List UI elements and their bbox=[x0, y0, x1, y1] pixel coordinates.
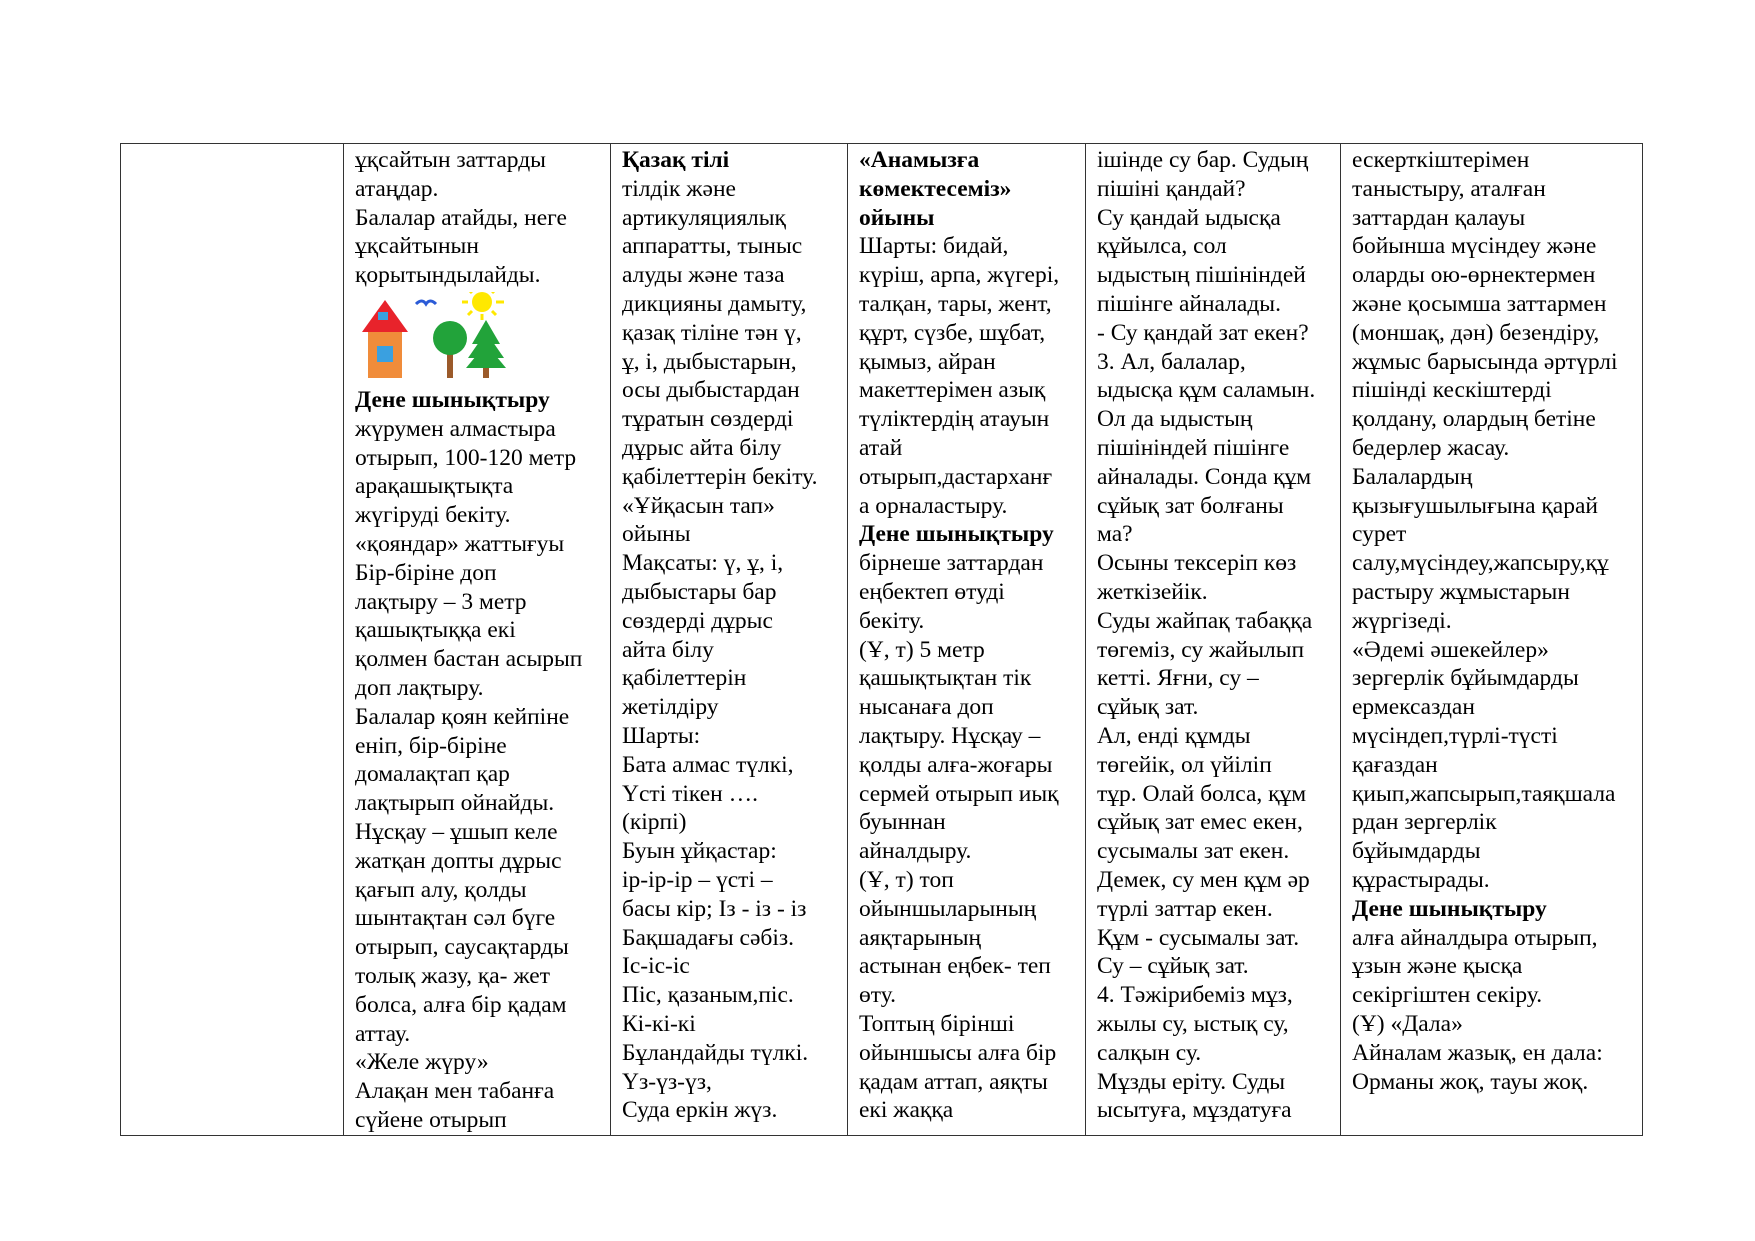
text-line: «Ұйқасын тап» bbox=[622, 492, 775, 519]
text-line: лақтыру. Нұсқау – bbox=[859, 722, 1041, 749]
text-line: құрастырады. bbox=[1352, 866, 1490, 893]
text-line: қағаздан bbox=[1352, 751, 1438, 778]
text-line: Суды жайпақ табаққа bbox=[1097, 607, 1313, 634]
text-line: ескерткіштерімен bbox=[1352, 147, 1530, 173]
text-line: атаңдар. bbox=[355, 175, 439, 202]
text-line: 3. Ал, балалар, bbox=[1097, 348, 1246, 375]
text-line: сүйене отырып bbox=[355, 1106, 507, 1133]
text-line: басы кір; Із - із - із bbox=[622, 895, 807, 922]
text-line: Мұзды еріту. Суды bbox=[1097, 1068, 1286, 1095]
text-line: Су қандай ыдысқа bbox=[1097, 204, 1281, 231]
text-line: қашықтыққа екі bbox=[355, 617, 516, 644]
text-line: ір-ір-ір – үсті – bbox=[622, 866, 773, 893]
text-line: Құм - сусымалы зат. bbox=[1097, 924, 1300, 951]
table-cell-col-5 bbox=[1086, 144, 1341, 1136]
text-line: бойынша мүсіндеу және bbox=[1352, 233, 1597, 260]
text-line: сурет bbox=[1352, 521, 1407, 548]
text-line: қашықтықтан тік bbox=[859, 665, 1032, 692]
text-line: пішінді кескіштерді bbox=[1352, 377, 1552, 404]
text-line: Бақшадағы сәбіз. bbox=[622, 924, 795, 951]
text-line: (Ұ, т) топ bbox=[859, 866, 954, 893]
text-line: Үсті тікен …. bbox=[622, 780, 758, 807]
text-line: Демек, су мен құм әр bbox=[1097, 866, 1310, 893]
text-line: ыдысқа құм саламын. bbox=[1097, 377, 1316, 404]
text-line: ойыншысы алға бір bbox=[859, 1039, 1057, 1066]
table-cell-col-4 bbox=[848, 144, 1086, 1136]
text-line: ермексаздан bbox=[1352, 694, 1475, 721]
text-line: нысанаға доп bbox=[859, 694, 994, 721]
text-line: осы дыбыстардан bbox=[622, 377, 800, 404]
text-line: 4. Тәжірибеміз мұз, bbox=[1097, 982, 1293, 1009]
text-line: ма? bbox=[1097, 521, 1133, 548]
text-line: «Желе жүру» bbox=[355, 1049, 489, 1076]
text-line: қолдану, олардың бетіне bbox=[1352, 406, 1596, 433]
text-line: айналады. Сонда құм bbox=[1097, 463, 1312, 490]
text-line: «Әдемі әшекейлер» bbox=[1352, 636, 1549, 663]
text-line: Орманы жоқ, тауы жоқ. bbox=[1352, 1068, 1589, 1095]
text-line: Шарты: bbox=[622, 722, 701, 749]
text-line: сермей отырып иық bbox=[859, 780, 1059, 807]
text-line: салқын су. bbox=[1097, 1039, 1202, 1066]
text-line: Буын ұйқастар: bbox=[622, 838, 777, 865]
text-line: Айналам жазық, ен дала: bbox=[1352, 1039, 1603, 1066]
text-line: салу,мүсіндеу,жапсыру,құ bbox=[1352, 550, 1609, 577]
text-line: тұратын сөздерді bbox=[622, 406, 794, 433]
text-line: Ол да ыдыстың bbox=[1097, 406, 1253, 433]
text-line: жетілдіру bbox=[622, 694, 719, 721]
text-line: жүгіруді бекіту. bbox=[355, 502, 511, 529]
table-cell-col-3 bbox=[611, 144, 848, 1136]
text-line: өту. bbox=[859, 982, 896, 1009]
text-line: толық жазу, қа- жет bbox=[355, 962, 550, 989]
text-line: төгейік, ол үйіліп bbox=[1097, 751, 1272, 778]
text-line: Іс-іс-іс bbox=[622, 953, 690, 980]
text-line: Алақан мен табанға bbox=[355, 1078, 555, 1105]
text-line: дыбыстары бар bbox=[622, 578, 777, 605]
text-line: ойыншыларының bbox=[859, 895, 1037, 922]
text-line: жүргізеді. bbox=[1352, 607, 1452, 634]
text-line: бұйымдарды bbox=[1352, 838, 1481, 865]
text-line: Осыны тексеріп көз bbox=[1097, 550, 1297, 577]
text-line: шынтақтан сәл бүге bbox=[355, 905, 556, 932]
section-heading: «Анамызға bbox=[859, 147, 980, 173]
text-line: қиып,жапсырып,таяқшала bbox=[1352, 780, 1616, 807]
text-line: алуды және таза bbox=[622, 262, 785, 289]
text-line: Топтың бірінші bbox=[859, 1010, 1015, 1037]
text-line: қағып алу, қолды bbox=[355, 876, 527, 903]
text-line: буыннан bbox=[859, 809, 946, 836]
text-line: сөздерді дұрыс bbox=[622, 607, 773, 634]
text-line: (кірпі) bbox=[622, 809, 687, 836]
section-heading: Қазақ тілі bbox=[622, 147, 730, 173]
text-line: жылы су, ыстық су, bbox=[1097, 1010, 1289, 1037]
text-line: түліктердің атауын bbox=[859, 406, 1050, 433]
text-line: отырып,дастарханғ bbox=[859, 463, 1053, 490]
text-line: (Ұ) «Дала» bbox=[1352, 1010, 1463, 1037]
text-line: бедерлер жасау. bbox=[1352, 434, 1510, 461]
text-line: Мақсаты: ү, ұ, і, bbox=[622, 550, 784, 577]
text-line: жұмыс барысында әртүрлі bbox=[1352, 348, 1618, 375]
text-line: Су – сұйық зат. bbox=[1097, 953, 1249, 980]
text-line: қазақ тіліне тән ү, bbox=[622, 319, 802, 346]
table-cell-col-2 bbox=[344, 144, 611, 1136]
text-line: арақашықтықта bbox=[355, 473, 514, 500]
text-line: Бата алмас түлкі, bbox=[622, 751, 794, 778]
text-line: лақтырып ойнайды. bbox=[355, 790, 555, 817]
text-line: пішінге айналады. bbox=[1097, 290, 1281, 317]
text-line: ұқсайтын заттарды bbox=[355, 147, 546, 173]
text-line: төгеміз, су жайылып bbox=[1097, 636, 1305, 663]
text-line: болса, алға бір қадам bbox=[355, 991, 567, 1018]
text-line: Үз-үз-үз, bbox=[622, 1068, 712, 1095]
text-line: Балалар атайды, неге bbox=[355, 204, 567, 231]
text-line: Нұсқау – ұшып келе bbox=[355, 818, 558, 845]
text-line: қолмен бастан асырып bbox=[355, 646, 583, 673]
text-line: айналдыру. bbox=[859, 838, 972, 865]
text-line: сұйық зат болғаны bbox=[1097, 492, 1284, 519]
text-line: жеткізейік. bbox=[1097, 578, 1208, 605]
text-line: отырып, 100-120 метр bbox=[355, 444, 577, 471]
text-line: еніп, бір-біріне bbox=[355, 732, 507, 759]
text-line: сұйық зат емес екен, bbox=[1097, 809, 1303, 836]
text-line: Балалар қоян кейпіне bbox=[355, 703, 570, 730]
text-line: еңбектеп өтуді bbox=[859, 578, 1005, 605]
text-line: қымыз, айран bbox=[859, 348, 996, 375]
text-line: растыру жұмыстарын bbox=[1352, 578, 1570, 605]
text-line: ұ, і, дыбыстарын, bbox=[622, 348, 797, 375]
text-line: құйылса, сол bbox=[1097, 233, 1227, 260]
text-line: - Су қандай зат екен? bbox=[1097, 319, 1309, 346]
text-line: артикуляциялық bbox=[622, 204, 786, 231]
text-line: сусымалы зат екен. bbox=[1097, 838, 1290, 865]
text-line: доп лақтыру. bbox=[355, 674, 484, 701]
text-line: секіргіштен секіру. bbox=[1352, 982, 1543, 1009]
text-line: таныстыру, аталған bbox=[1352, 175, 1546, 202]
text-line: бірнеше заттардан bbox=[859, 550, 1044, 577]
text-line: (моншақ, дән) безендіру, bbox=[1352, 319, 1600, 346]
text-line: а орналастыру. bbox=[859, 492, 1008, 519]
text-line: алға айналдыра отырып, bbox=[1352, 924, 1598, 951]
text-line: жүрумен алмастыра bbox=[355, 415, 556, 442]
text-line: қорытындылайды. bbox=[355, 262, 541, 289]
text-line: аяқтарының bbox=[859, 924, 982, 951]
text-line: аттау. bbox=[355, 1020, 411, 1047]
text-line: құрт, сүзбе, шұбат, bbox=[859, 319, 1046, 346]
text-line: ұзын және қысқа bbox=[1352, 953, 1523, 980]
text-line: қадам аттап, аяқты bbox=[859, 1068, 1048, 1095]
text-line: Балалардың bbox=[1352, 463, 1473, 490]
text-line: отырып, саусақтарды bbox=[355, 934, 569, 961]
text-line: домалақтап қар bbox=[355, 761, 510, 788]
lesson-plan-table bbox=[120, 143, 1643, 1136]
text-line: астынан еңбек- теп bbox=[859, 953, 1051, 980]
text-line: тілдік және bbox=[622, 175, 736, 202]
text-line: оларды ою-өрнектермен bbox=[1352, 262, 1596, 289]
text-line: пішініндей пішінге bbox=[1097, 434, 1290, 461]
text-line: Ал, енді құмды bbox=[1097, 722, 1251, 749]
table-row bbox=[121, 144, 1643, 1136]
text-line: мүсіндеп,түрлі-түсті bbox=[1352, 722, 1558, 749]
text-line: талқан, тары, жент, bbox=[859, 290, 1052, 317]
text-line: қабілеттерін бекіту. bbox=[622, 463, 818, 490]
text-line: (Ұ, т) 5 метр bbox=[859, 636, 985, 663]
text-line: кетті. Яғни, су – bbox=[1097, 665, 1259, 692]
text-line: түрлі заттар екен. bbox=[1097, 895, 1273, 922]
text-line: екі жаққа bbox=[859, 1097, 954, 1124]
table-cell-col-6 bbox=[1341, 144, 1643, 1136]
section-heading: Дене шынықтыру bbox=[1352, 895, 1547, 922]
text-line: ысытуға, мұздатуға bbox=[1097, 1097, 1292, 1124]
text-line: Шарты: бидай, bbox=[859, 233, 1009, 260]
text-line: қабілеттерін bbox=[622, 665, 747, 692]
text-line: пішіні қандай? bbox=[1097, 175, 1246, 202]
text-line: күріш, арпа, жүгері, bbox=[859, 262, 1060, 289]
text-line: айта білу bbox=[622, 636, 714, 663]
section-heading: ойыны bbox=[859, 204, 935, 231]
text-line: жатқан допты дұрыс bbox=[355, 847, 562, 874]
text-line: Кі-кі-кі bbox=[622, 1010, 696, 1037]
section-heading: Дене шынықтыру bbox=[859, 521, 1054, 548]
house-tree-sun-illustration bbox=[358, 292, 508, 382]
text-line: Піс, қазаным,піс. bbox=[622, 982, 794, 1009]
text-line: лақтыру – 3 метр bbox=[355, 588, 527, 615]
text-line: рдан зергерлік bbox=[1352, 809, 1497, 836]
text-line: зергерлік бұйымдарды bbox=[1352, 665, 1579, 692]
text-line: атай bbox=[859, 434, 903, 461]
text-line: қызығушылығына қарай bbox=[1352, 492, 1598, 519]
text-line: макеттерімен азық bbox=[859, 377, 1046, 404]
text-line: «қояндар» жаттығуы bbox=[355, 530, 565, 557]
text-line: ұқсайтынын bbox=[355, 233, 479, 260]
text-line: тұр. Олай болса, құм bbox=[1097, 780, 1307, 807]
text-line: дикцияны дамыту, bbox=[622, 290, 807, 317]
text-line: сұйық зат. bbox=[1097, 694, 1199, 721]
text-line: ыдыстың пішініндей bbox=[1097, 262, 1306, 289]
text-line: бекіту. bbox=[859, 607, 925, 634]
text-line: Бұландайды түлкі. bbox=[622, 1039, 809, 1066]
text-line: Бір-біріне доп bbox=[355, 559, 497, 586]
text-line: заттардан қалауы bbox=[1352, 204, 1526, 231]
text-line: ойыны bbox=[622, 521, 691, 548]
text-line: аппаратты, тыныс bbox=[622, 233, 803, 260]
table-cell-col-1 bbox=[121, 144, 344, 1136]
section-heading: көмектесеміз» bbox=[859, 175, 1012, 202]
section-heading: Дене шынықтыру bbox=[355, 386, 550, 413]
text-line: қолды алға-жоғары bbox=[859, 751, 1053, 778]
text-line: және қосымша заттармен bbox=[1352, 290, 1607, 317]
text-line: Суда еркін жүз. bbox=[622, 1097, 778, 1124]
text-line: дұрыс айта білу bbox=[622, 434, 782, 461]
text-line: ішінде су бар. Судың bbox=[1097, 147, 1309, 173]
